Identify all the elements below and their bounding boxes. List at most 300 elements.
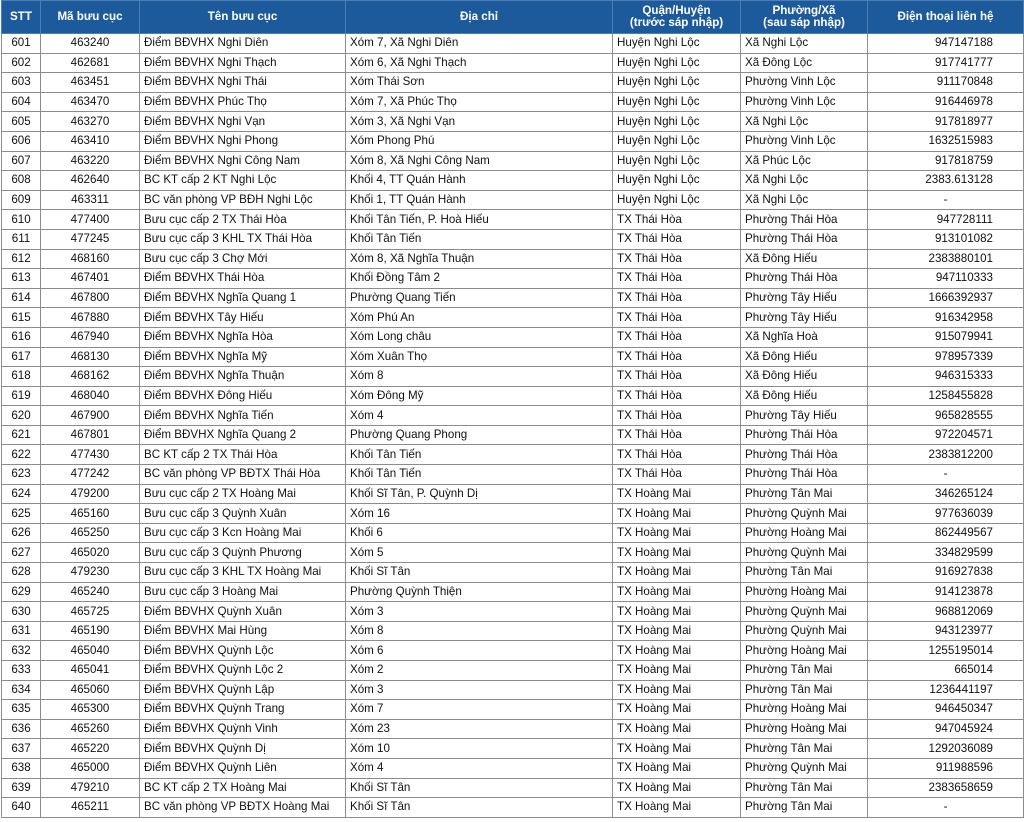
cell-postal-code: 465725 <box>41 602 140 622</box>
cell-postal-code: 467800 <box>41 288 140 308</box>
cell-postal-code: 467880 <box>41 308 140 328</box>
table-row <box>2 719 1024 739</box>
cell-district: TX Hoàng Mai <box>613 680 741 700</box>
header-district: Quận/Huyện (trước sáp nhập) <box>613 1 741 34</box>
cell-district: TX Thái Hòa <box>613 445 741 465</box>
cell-address: Xóm 5 <box>346 543 613 563</box>
cell-ward: Phường Hoàng Mai <box>741 641 868 661</box>
cell-postal-code: 465000 <box>41 758 140 778</box>
cell-stt: 611 <box>2 229 41 249</box>
cell-postal-code: 477400 <box>41 210 140 230</box>
cell-address: Xóm 6 <box>346 641 613 661</box>
cell-phone: 334829599 <box>868 543 1024 563</box>
cell-district: Huyện Nghi Lộc <box>613 171 741 191</box>
cell-postal-code: 463270 <box>41 112 140 132</box>
cell-phone: 977636039 <box>868 504 1024 524</box>
cell-phone: 1632515983 <box>868 131 1024 151</box>
cell-district: TX Hoàng Mai <box>613 661 741 681</box>
cell-district: TX Thái Hòa <box>613 347 741 367</box>
table-row <box>2 210 1024 230</box>
cell-district: Huyện Nghi Lộc <box>613 34 741 54</box>
cell-ward: Phường Tân Mai <box>741 661 868 681</box>
cell-office-name: Điểm BĐVHX Quỳnh Vinh <box>140 719 346 739</box>
cell-office-name: Điểm BĐVHX Nghi Thạch <box>140 53 346 73</box>
table-row <box>2 288 1024 308</box>
cell-postal-code: 477430 <box>41 445 140 465</box>
cell-ward: Phường Tây Hiếu <box>741 406 868 426</box>
table-row <box>2 112 1024 132</box>
cell-phone: 947728111 <box>868 210 1024 230</box>
cell-ward: Xã Phúc Lộc <box>741 151 868 171</box>
cell-ward: Phường Quỳnh Mai <box>741 543 868 563</box>
cell-postal-code: 467900 <box>41 406 140 426</box>
cell-postal-code: 463220 <box>41 151 140 171</box>
cell-address: Xóm 8, Xã Nghĩa Thuận <box>346 249 613 269</box>
cell-office-name: BC KT cấp 2 KT Nghi Lộc <box>140 171 346 191</box>
cell-ward: Phường Quỳnh Mai <box>741 602 868 622</box>
cell-postal-code: 468040 <box>41 386 140 406</box>
table-row <box>2 131 1024 151</box>
table-row <box>2 641 1024 661</box>
cell-office-name: BC KT cấp 2 TX Hoàng Mai <box>140 778 346 798</box>
cell-district: TX Thái Hòa <box>613 465 741 485</box>
table-row <box>2 425 1024 445</box>
cell-ward: Phường Hoàng Mai <box>741 523 868 543</box>
cell-ward: Xã Đông Hiếu <box>741 367 868 387</box>
cell-postal-code: 463470 <box>41 92 140 112</box>
cell-address: Xóm 16 <box>346 504 613 524</box>
table-row <box>2 386 1024 406</box>
cell-address: Xóm Thái Sơn <box>346 73 613 93</box>
cell-district: TX Hoàng Mai <box>613 543 741 563</box>
cell-postal-code: 465260 <box>41 719 140 739</box>
cell-postal-code: 462640 <box>41 171 140 191</box>
cell-ward: Phường Thái Hòa <box>741 210 868 230</box>
cell-district: TX Hoàng Mai <box>613 778 741 798</box>
cell-address: Khối Tân Tiến, P. Hoà Hiếu <box>346 210 613 230</box>
cell-stt: 634 <box>2 680 41 700</box>
cell-stt: 639 <box>2 778 41 798</box>
cell-postal-code: 477245 <box>41 229 140 249</box>
cell-ward: Phường Thái Hòa <box>741 269 868 289</box>
cell-district: TX Hoàng Mai <box>613 719 741 739</box>
cell-stt: 629 <box>2 582 41 602</box>
table-row <box>2 34 1024 54</box>
cell-address: Khối 6 <box>346 523 613 543</box>
cell-stt: 602 <box>2 53 41 73</box>
cell-stt: 609 <box>2 190 41 210</box>
cell-postal-code: 479210 <box>41 778 140 798</box>
cell-stt: 630 <box>2 602 41 622</box>
cell-office-name: Bưu cục cấp 3 KHL TX Thái Hòa <box>140 229 346 249</box>
cell-phone: 947045924 <box>868 719 1024 739</box>
cell-office-name: Điểm BĐVHX Nghĩa Quang 2 <box>140 425 346 445</box>
cell-ward: Phường Thái Hòa <box>741 425 868 445</box>
cell-postal-code: 463311 <box>41 190 140 210</box>
cell-address: Xóm 6, Xã Nghi Thạch <box>346 53 613 73</box>
cell-phone: 1236441197 <box>868 680 1024 700</box>
cell-office-name: Điểm BĐVHX Nghĩa Thuận <box>140 367 346 387</box>
cell-ward: Xã Đông Hiếu <box>741 347 868 367</box>
cell-phone: - <box>868 190 1024 210</box>
cell-stt: 632 <box>2 641 41 661</box>
cell-postal-code: 463240 <box>41 34 140 54</box>
cell-district: TX Hoàng Mai <box>613 641 741 661</box>
cell-postal-code: 479200 <box>41 484 140 504</box>
table-row <box>2 700 1024 720</box>
cell-ward: Phường Thái Hòa <box>741 445 868 465</box>
cell-office-name: Bưu cục cấp 2 TX Hoàng Mai <box>140 484 346 504</box>
cell-stt: 616 <box>2 327 41 347</box>
cell-phone: 916927838 <box>868 563 1024 583</box>
cell-address: Xóm 2 <box>346 661 613 681</box>
header-postal-code: Mã bưu cục <box>41 1 140 34</box>
table-row <box>2 621 1024 641</box>
cell-postal-code: 467801 <box>41 425 140 445</box>
cell-address: Xóm 8 <box>346 621 613 641</box>
cell-phone: 968812069 <box>868 602 1024 622</box>
cell-office-name: Bưu cục cấp 3 KHL TX Hoàng Mai <box>140 563 346 583</box>
cell-address: Khối Sĩ Tân, P. Quỳnh Dị <box>346 484 613 504</box>
cell-phone: 916342958 <box>868 308 1024 328</box>
cell-ward: Phường Tân Mai <box>741 680 868 700</box>
cell-office-name: Điểm BĐVHX Đông Hiếu <box>140 386 346 406</box>
cell-district: TX Hoàng Mai <box>613 739 741 759</box>
table-row <box>2 680 1024 700</box>
table-row <box>2 758 1024 778</box>
cell-district: Huyện Nghi Lộc <box>613 73 741 93</box>
cell-ward: Xã Đông Hiếu <box>741 249 868 269</box>
cell-phone: 665014 <box>868 661 1024 681</box>
table-row <box>2 327 1024 347</box>
cell-stt: 606 <box>2 131 41 151</box>
cell-phone: 913101082 <box>868 229 1024 249</box>
cell-stt: 623 <box>2 465 41 485</box>
cell-stt: 617 <box>2 347 41 367</box>
cell-address: Xóm 8, Xã Nghi Công Nam <box>346 151 613 171</box>
cell-stt: 608 <box>2 171 41 191</box>
cell-stt: 619 <box>2 386 41 406</box>
cell-phone: 946450347 <box>868 700 1024 720</box>
cell-phone: 1255195014 <box>868 641 1024 661</box>
cell-office-name: Điểm BĐVHX Nghĩa Quang 1 <box>140 288 346 308</box>
cell-phone: 2383880101 <box>868 249 1024 269</box>
cell-ward: Phường Tây Hiếu <box>741 308 868 328</box>
cell-phone: 972204571 <box>868 425 1024 445</box>
cell-address: Khối Tân Tiến <box>346 229 613 249</box>
cell-stt: 614 <box>2 288 41 308</box>
table-row <box>2 347 1024 367</box>
cell-phone: 2383812200 <box>868 445 1024 465</box>
cell-office-name: Điểm BĐVHX Nghĩa Mỹ <box>140 347 346 367</box>
cell-stt: 605 <box>2 112 41 132</box>
cell-office-name: Điểm BĐVHX Nghi Diên <box>140 34 346 54</box>
cell-district: TX Thái Hòa <box>613 406 741 426</box>
cell-phone: 2383658659 <box>868 778 1024 798</box>
cell-ward: Phường Hoàng Mai <box>741 582 868 602</box>
header-phone: Điện thoại liên hệ <box>868 1 1024 34</box>
header-ward: Phường/Xã (sau sáp nhập) <box>741 1 868 34</box>
cell-address: Khối Tân Tiến <box>346 445 613 465</box>
cell-office-name: Điểm BĐVHX Tây Hiếu <box>140 308 346 328</box>
cell-office-name: Bưu cục cấp 3 Quỳnh Phương <box>140 543 346 563</box>
cell-stt: 638 <box>2 758 41 778</box>
cell-postal-code: 468160 <box>41 249 140 269</box>
cell-address: Khối 4, TT Quán Hành <box>346 171 613 191</box>
cell-ward: Phường Quỳnh Mai <box>741 621 868 641</box>
cell-phone: 2383.613128 <box>868 171 1024 191</box>
table-row <box>2 308 1024 328</box>
cell-ward: Phường Tân Mai <box>741 739 868 759</box>
cell-district: TX Hoàng Mai <box>613 621 741 641</box>
cell-ward: Phường Vinh Lộc <box>741 73 868 93</box>
cell-address: Khối Đồng Tâm 2 <box>346 269 613 289</box>
cell-postal-code: 465041 <box>41 661 140 681</box>
cell-stt: 628 <box>2 563 41 583</box>
cell-ward: Xã Nghi Lộc <box>741 112 868 132</box>
cell-stt: 627 <box>2 543 41 563</box>
cell-district: TX Thái Hòa <box>613 249 741 269</box>
cell-office-name: Điểm BĐVHX Quỳnh Lập <box>140 680 346 700</box>
cell-office-name: Điểm BĐVHX Mai Hùng <box>140 621 346 641</box>
cell-stt: 604 <box>2 92 41 112</box>
cell-ward: Phường Tân Mai <box>741 563 868 583</box>
cell-stt: 624 <box>2 484 41 504</box>
cell-office-name: Điểm BĐVHX Quỳnh Lộc 2 <box>140 661 346 681</box>
cell-ward: Xã Nghĩa Hoà <box>741 327 868 347</box>
cell-office-name: Bưu cục cấp 2 TX Thái Hòa <box>140 210 346 230</box>
cell-address: Xóm 3 <box>346 602 613 622</box>
cell-district: TX Hoàng Mai <box>613 602 741 622</box>
cell-address: Xóm 7 <box>346 700 613 720</box>
cell-phone: 916446978 <box>868 92 1024 112</box>
cell-stt: 618 <box>2 367 41 387</box>
table-row <box>2 190 1024 210</box>
cell-district: TX Thái Hòa <box>613 386 741 406</box>
cell-stt: 612 <box>2 249 41 269</box>
cell-postal-code: 463410 <box>41 131 140 151</box>
cell-postal-code: 468130 <box>41 347 140 367</box>
cell-ward: Xã Nghi Lộc <box>741 171 868 191</box>
cell-postal-code: 465020 <box>41 543 140 563</box>
table-row <box>2 367 1024 387</box>
post-office-table <box>1 0 1024 818</box>
table-row <box>2 484 1024 504</box>
cell-phone: 862449567 <box>868 523 1024 543</box>
table-row <box>2 445 1024 465</box>
cell-address: Xóm Đông Mỹ <box>346 386 613 406</box>
table-row <box>2 543 1024 563</box>
cell-ward: Xã Đông Lộc <box>741 53 868 73</box>
cell-address: Xóm 4 <box>346 406 613 426</box>
cell-stt: 607 <box>2 151 41 171</box>
cell-stt: 636 <box>2 719 41 739</box>
table-row <box>2 661 1024 681</box>
cell-stt: 603 <box>2 73 41 93</box>
cell-postal-code: 477242 <box>41 465 140 485</box>
cell-ward: Phường Thái Hòa <box>741 229 868 249</box>
table-row <box>2 171 1024 191</box>
header-row <box>2 1 1024 34</box>
cell-postal-code: 463451 <box>41 73 140 93</box>
cell-office-name: BC văn phòng VP BĐTX Thái Hòa <box>140 465 346 485</box>
cell-address: Xóm 4 <box>346 758 613 778</box>
cell-address: Xóm 8 <box>346 367 613 387</box>
cell-phone: 1258455828 <box>868 386 1024 406</box>
cell-ward: Phường Thái Hòa <box>741 465 868 485</box>
cell-postal-code: 465220 <box>41 739 140 759</box>
table-row <box>2 465 1024 485</box>
cell-district: TX Hoàng Mai <box>613 798 741 818</box>
cell-address: Xóm 3, Xã Nghi Vạn <box>346 112 613 132</box>
cell-office-name: Điểm BĐVHX Nghi Thái <box>140 73 346 93</box>
cell-address: Khối Tân Tiến <box>346 465 613 485</box>
table-row <box>2 739 1024 759</box>
cell-phone: - <box>868 798 1024 818</box>
cell-ward: Xã Nghi Lộc <box>741 190 868 210</box>
cell-phone: 978957339 <box>868 347 1024 367</box>
cell-office-name: BC văn phòng VP BĐTX Hoàng Mai <box>140 798 346 818</box>
cell-stt: 601 <box>2 34 41 54</box>
cell-address: Xóm Long châu <box>346 327 613 347</box>
cell-ward: Phường Tân Mai <box>741 778 868 798</box>
cell-stt: 626 <box>2 523 41 543</box>
cell-postal-code: 465300 <box>41 700 140 720</box>
cell-phone: 917818759 <box>868 151 1024 171</box>
table-row <box>2 269 1024 289</box>
cell-phone: 1666392937 <box>868 288 1024 308</box>
cell-office-name: Điểm BĐVHX Nghi Vạn <box>140 112 346 132</box>
cell-phone: 947110333 <box>868 269 1024 289</box>
cell-ward: Phường Tân Mai <box>741 484 868 504</box>
cell-office-name: Điểm BĐVHX Nghĩa Tiến <box>140 406 346 426</box>
table-row <box>2 602 1024 622</box>
cell-address: Khối Sĩ Tân <box>346 778 613 798</box>
cell-postal-code: 462681 <box>41 53 140 73</box>
table-row <box>2 151 1024 171</box>
cell-district: TX Thái Hòa <box>613 210 741 230</box>
cell-phone: 911170848 <box>868 73 1024 93</box>
cell-address: Xóm 10 <box>346 739 613 759</box>
cell-district: TX Thái Hòa <box>613 327 741 347</box>
header-office-name: Tên bưu cục <box>140 1 346 34</box>
cell-phone: 911988596 <box>868 758 1024 778</box>
cell-address: Xóm 3 <box>346 680 613 700</box>
cell-stt: 635 <box>2 700 41 720</box>
cell-office-name: Điểm BĐVHX Nghĩa Hòa <box>140 327 346 347</box>
table-row <box>2 229 1024 249</box>
cell-district: Huyện Nghi Lộc <box>613 190 741 210</box>
cell-office-name: BC văn phòng VP BĐH Nghi Lộc <box>140 190 346 210</box>
cell-address: Xóm Phong Phú <box>346 131 613 151</box>
cell-ward: Phường Vinh Lộc <box>741 92 868 112</box>
cell-office-name: Bưu cục cấp 3 Hoàng Mai <box>140 582 346 602</box>
cell-office-name: Điểm BĐVHX Quỳnh Dị <box>140 739 346 759</box>
table-row <box>2 523 1024 543</box>
table-row <box>2 798 1024 818</box>
cell-ward: Phường Tây Hiếu <box>741 288 868 308</box>
cell-ward: Xã Đông Hiếu <box>741 386 868 406</box>
cell-ward: Phường Hoàng Mai <box>741 719 868 739</box>
header-address: Địa chỉ <box>346 1 613 34</box>
cell-office-name: Điểm BĐVHX Quỳnh Trang <box>140 700 346 720</box>
cell-postal-code: 467401 <box>41 269 140 289</box>
cell-phone: 943123977 <box>868 621 1024 641</box>
cell-district: TX Hoàng Mai <box>613 758 741 778</box>
cell-phone: 346265124 <box>868 484 1024 504</box>
cell-district: TX Thái Hòa <box>613 269 741 289</box>
cell-postal-code: 465040 <box>41 641 140 661</box>
cell-ward: Phường Tân Mai <box>741 798 868 818</box>
table-header <box>2 1 1024 34</box>
cell-district: Huyện Nghi Lộc <box>613 53 741 73</box>
cell-stt: 621 <box>2 425 41 445</box>
cell-ward: Phường Quỳnh Mai <box>741 758 868 778</box>
cell-stt: 620 <box>2 406 41 426</box>
cell-address: Khối 1, TT Quán Hành <box>346 190 613 210</box>
table-row <box>2 563 1024 583</box>
table-row <box>2 73 1024 93</box>
cell-postal-code: 465211 <box>41 798 140 818</box>
cell-district: TX Thái Hòa <box>613 308 741 328</box>
cell-office-name: Điểm BĐVHX Thái Hòa <box>140 269 346 289</box>
cell-address: Phường Quang Phong <box>346 425 613 445</box>
cell-ward: Phường Quỳnh Mai <box>741 504 868 524</box>
cell-district: TX Thái Hòa <box>613 229 741 249</box>
cell-office-name: Điểm BĐVHX Nghi Phong <box>140 131 346 151</box>
cell-district: Huyện Nghi Lộc <box>613 112 741 132</box>
table-row <box>2 504 1024 524</box>
table-row <box>2 406 1024 426</box>
cell-ward: Phường Vinh Lộc <box>741 131 868 151</box>
cell-address: Xóm 7, Xã Phúc Thọ <box>346 92 613 112</box>
cell-ward: Xã Nghi Lộc <box>741 34 868 54</box>
table-row <box>2 582 1024 602</box>
cell-district: TX Hoàng Mai <box>613 504 741 524</box>
cell-stt: 637 <box>2 739 41 759</box>
cell-address: Khối Sĩ Tân <box>346 563 613 583</box>
cell-postal-code: 465190 <box>41 621 140 641</box>
cell-office-name: Điểm BĐVHX Phúc Thọ <box>140 92 346 112</box>
cell-phone: 947147188 <box>868 34 1024 54</box>
cell-postal-code: 467940 <box>41 327 140 347</box>
cell-postal-code: 465060 <box>41 680 140 700</box>
cell-address: Phường Quỳnh Thiện <box>346 582 613 602</box>
cell-address: Khối Sĩ Tân <box>346 798 613 818</box>
cell-stt: 631 <box>2 621 41 641</box>
cell-phone: 965828555 <box>868 406 1024 426</box>
cell-office-name: Điểm BĐVHX Nghi Công Nam <box>140 151 346 171</box>
cell-district: Huyện Nghi Lộc <box>613 131 741 151</box>
cell-phone: - <box>868 465 1024 485</box>
cell-office-name: Điểm BĐVHX Quỳnh Lộc <box>140 641 346 661</box>
cell-stt: 625 <box>2 504 41 524</box>
cell-stt: 622 <box>2 445 41 465</box>
table-row <box>2 778 1024 798</box>
cell-phone: 917741777 <box>868 53 1024 73</box>
cell-phone: 917818977 <box>868 112 1024 132</box>
cell-stt: 640 <box>2 798 41 818</box>
cell-district: TX Thái Hòa <box>613 425 741 445</box>
cell-stt: 610 <box>2 210 41 230</box>
header-stt: STT <box>2 1 41 34</box>
cell-office-name: Điểm BĐVHX Quỳnh Liên <box>140 758 346 778</box>
cell-district: TX Thái Hòa <box>613 367 741 387</box>
cell-phone: 946315333 <box>868 367 1024 387</box>
cell-district: TX Hoàng Mai <box>613 563 741 583</box>
table-row <box>2 53 1024 73</box>
cell-office-name: Bưu cục cấp 3 Chợ Mới <box>140 249 346 269</box>
